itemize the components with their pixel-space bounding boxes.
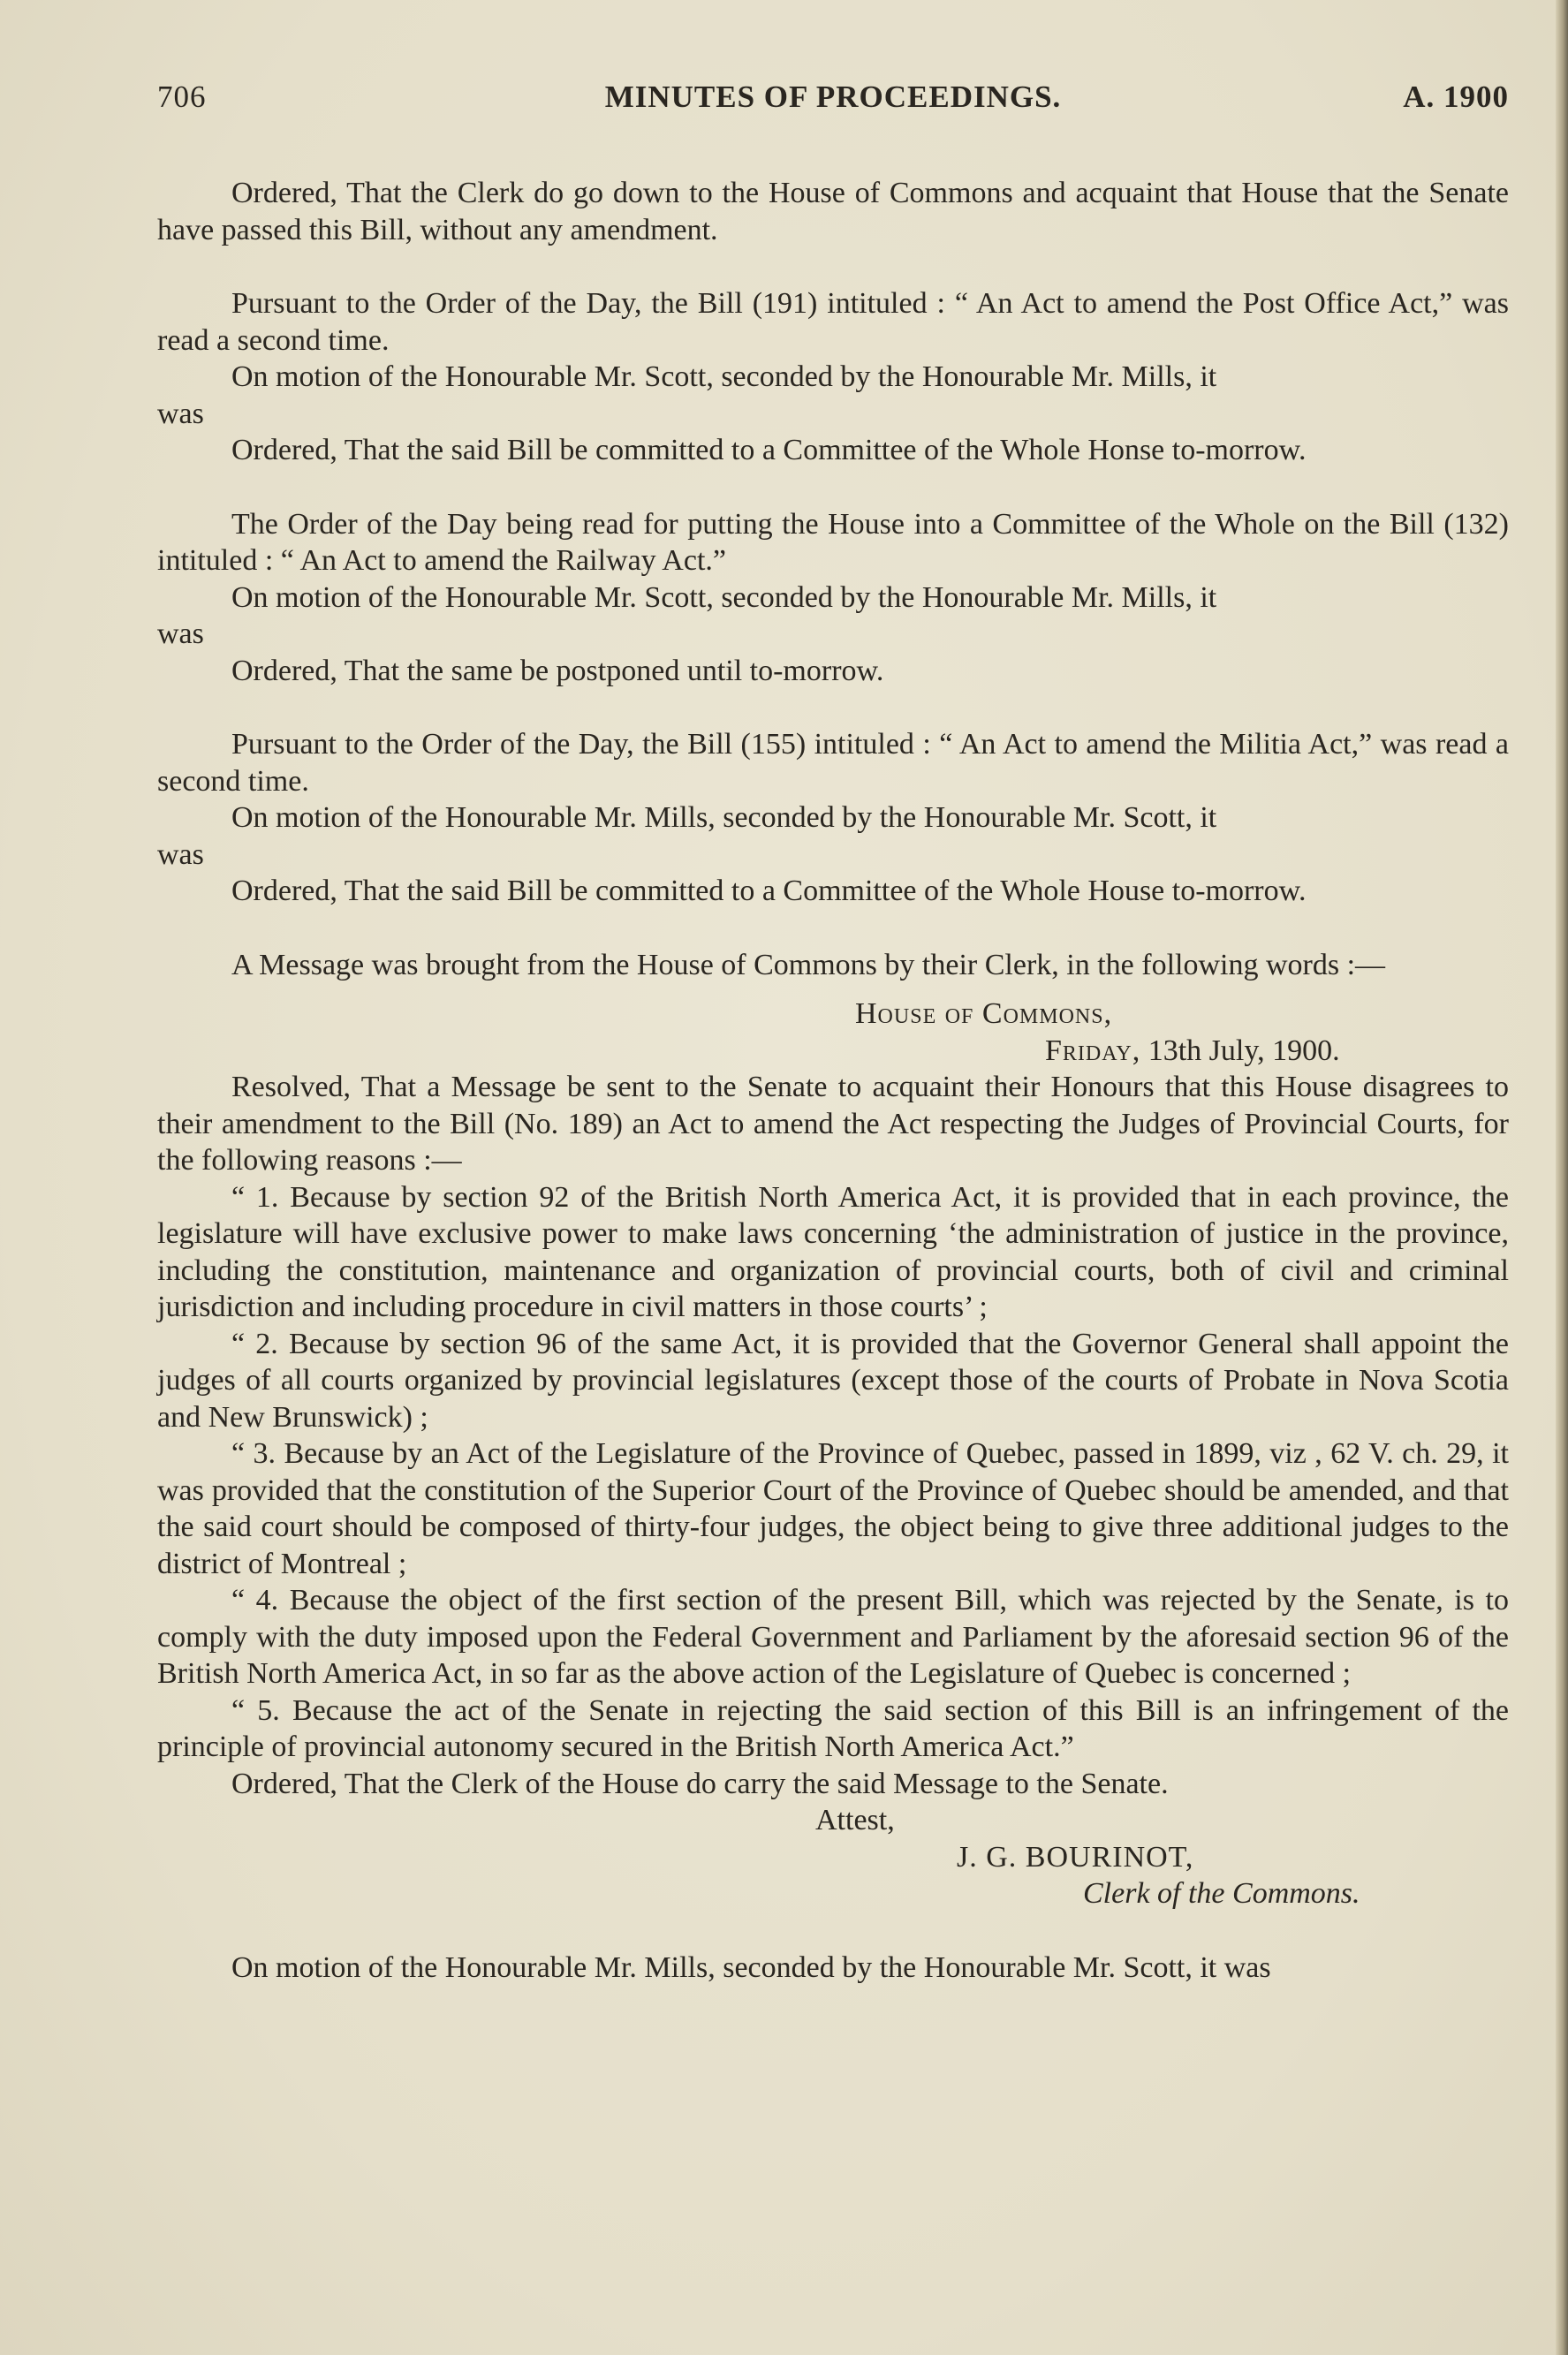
page-header [157,80,1509,124]
paragraph: Pursuant to the Order of the Day, the Bill (191) intituled : “ An Act to amend the Post Office Act,” was read a second time. [157,287,1509,357]
paragraph: Resolved, That a Message be sent to the Senate to acquaint their Honours that this House disagrees to their amendment to the Bill (No. 189) an Act to amend the Act respecting the Judges of Provincial Courts, for the following reasons :— [157,1071,1509,1177]
paragraph: On motion of the Honourable Mr. Mills, seconded by the Honourable Mr. Scott, it [231,801,1217,834]
paragraph: On motion of the Honourable Mr. Scott, seconded by the Honourable Mr. Mills, it [231,580,1217,614]
page-number: 706 [157,80,207,114]
message-heading [157,996,1509,1033]
signer-name: J. G. BOURINOT, [957,1840,1194,1874]
session-year: A. 1900 [1403,80,1509,114]
page-title: MINUTES OF PROCEEDINGS. [604,80,1062,114]
reason-item: “ 3. Because by an Act of the Legislature of the Province of Quebec, passed in 1899, viz , 62 V. ch. 29, it was provided that the constitution of the Superior Court of the Province of Quebec should be amended, and that the said court should be composed of thirty-four judges, the object being to give three additional judges to the district of Montreal ; [157,1437,1509,1580]
paragraph: was [157,617,204,650]
paragraph: On motion of the Honourable Mr. Scott, seconded by the Honourable Mr. Mills, it [231,360,1217,393]
reason-item: “ 4. Because the object of the first section of the present Bill, which was rejected by the Senate, is to comply with the duty imposed upon the Federal Government and Parliament by the aforesaid section 96 of the British North America Act, in so far as the above action of the Legislature of Quebec is concerned ; [157,1584,1509,1690]
signer-title: Clerk of the Commons. [1083,1877,1360,1910]
reason-item: “ 1. Because by section 92 of the British North America Act, it is provided that in each province, the legislature will have exclusive power to make laws concerning ‘the administration of justice in the province, including the constitution, maintenance and organization of provincial courts, both of civil and criminal jurisdiction and including procedure in civil matters in those courts’ ; [157,1180,1509,1323]
page-edge-shadow [1556,0,1568,2355]
paragraph: was [157,397,204,430]
paragraph: Ordered, That the said Bill be committed to a Committee of the Whole Honse to-morrow. [231,434,1307,466]
paragraph: Ordered, That the Clerk do go down to the House of Commons and acquaint that House that the Senate have passed this Bill, without any amendment. [157,177,1509,246]
message-date [157,1033,1509,1070]
paragraph: Pursuant to the Order of the Day, the Bill (155) intituled : “ An Act to amend the Militia Act,” was read a second time. [157,728,1509,798]
reason-item: “ 2. Because by section 96 of the same Act, it is provided that the Governor General shall appoint the judges of all courts organized by provincial legislatures (except those of the courts of Probate in Nova Scotia and New Brunswick) ; [157,1327,1509,1434]
paragraph: Ordered, That the same be postponed until to-morrow. [231,654,884,687]
paragraph: was [157,837,204,871]
paragraph: The Order of the Day being read for putting the House into a Committee of the Whole on the Bill (132) intituled : “ An Act to amend the Railway Act.” [157,507,1509,577]
document-body [157,175,1509,1986]
message-date-value: 13th July, 1900. [1148,1034,1340,1067]
paragraph: On motion of the Honourable Mr. Mills, seconded by the Honourable Mr. Scott, it was [231,1950,1271,1984]
paragraph: Ordered, That the said Bill be committed to a Committee of the Whole House to-morrow. [231,875,1307,907]
paragraph: Ordered, That the Clerk of the House do carry the said Message to the Senate. [231,1767,1169,1800]
paragraph: A Message was brought from the House of Commons by their Clerk, in the following words :— [231,948,1386,981]
message-day: Friday, [1045,1034,1141,1067]
house-of-commons-heading: House of Commons, [855,997,1113,1030]
attest-line: Attest, [815,1804,895,1836]
reason-item: “ 5. Because the act of the Senate in rejecting the said section of this Bill is an infringement of the principle of provincial autonomy secured in the British North America Act.” [157,1693,1509,1763]
